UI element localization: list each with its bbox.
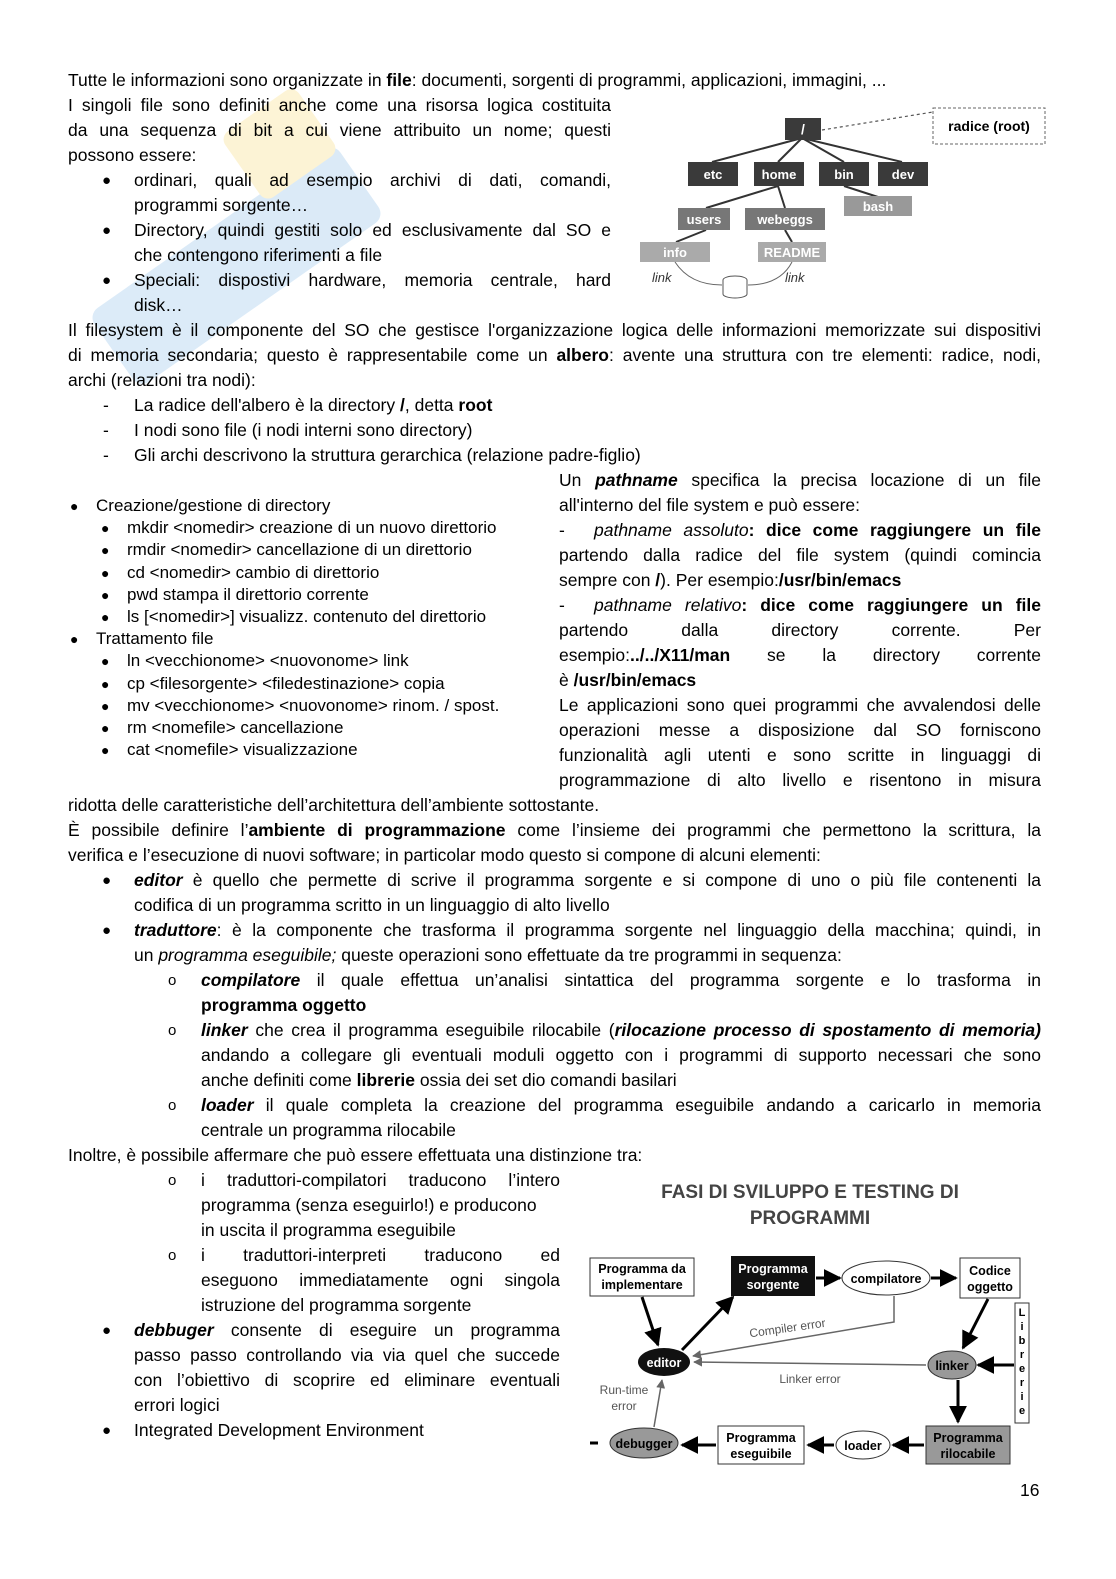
p3-line3: archi (relazioni tra nodi): bbox=[68, 370, 256, 390]
link-l1: linker che crea il programma eseguibile rilocabile (rilocazione processo di spostamento di memoria) bbox=[201, 1020, 1041, 1040]
app-l3: funzionalità agli utenti e sono scritte in linguaggi di bbox=[559, 745, 1041, 765]
path-rel-l3: esempio:../../X11/man se la directory corrente bbox=[559, 645, 1041, 665]
box-exe-l1: Programma bbox=[726, 1431, 796, 1445]
node-linker: linker bbox=[935, 1359, 969, 1373]
label-linker-error: Linker error bbox=[779, 1372, 841, 1386]
list1-item2-l1: Directory, quindi gestiti solo ed esclusivamente dal SO e bbox=[134, 220, 611, 240]
path-rel-l1: pathname relativo: dice come raggiungere un file bbox=[594, 595, 1041, 615]
tree-node-users: users bbox=[686, 212, 722, 227]
cmd-item: rmdir <nomedir> cancellazione di un direttorio bbox=[127, 540, 472, 560]
trad-l2: un programma eseguibile; queste operazioni sono effettuate da tre programmi in sequenza: bbox=[134, 945, 842, 965]
bullet: ● bbox=[102, 272, 112, 289]
deb-l4: errori logici bbox=[134, 1395, 220, 1415]
cmd-item: ls [<nomedir>] visualizz. contenuto del direttorio bbox=[127, 607, 487, 627]
tree-link-label: link bbox=[785, 270, 805, 285]
tree-node-dev: dev bbox=[891, 167, 915, 182]
circle-bullet: o bbox=[168, 1022, 177, 1039]
cmd-item: rm <nomefile> cancellazione bbox=[127, 718, 344, 738]
tree-node-etc: etc bbox=[703, 167, 723, 182]
amb-l2: verifica e l’esecuzione di nuovi software; in particolar modo questo si compone di alcuni elementi: bbox=[68, 845, 821, 865]
cmd-item: cp <filesorgente> <filedestinazione> copia bbox=[127, 673, 445, 693]
cmd-group-directory: ● Creazione/gestione di directory bbox=[70, 496, 331, 515]
bullet: ● bbox=[102, 172, 112, 189]
cmd-item: mkdir <nomedir> creazione di un nuovo direttorio bbox=[127, 518, 497, 538]
dash-marker: - bbox=[559, 595, 565, 615]
path-rel-l4: è /usr/bin/emacs bbox=[559, 670, 697, 690]
trad-l1: traduttore: è la componente che trasforma il programma sorgente nel linguaggio della macchina; quindi, in bbox=[134, 920, 1041, 940]
list1-item1-l1: ordinari, quali ad esempio archivi di dati, comandi, bbox=[134, 170, 611, 190]
path-l2: all'interno del file system e può essere: bbox=[559, 495, 860, 515]
box-prog-src-l2: sorgente bbox=[746, 1278, 800, 1292]
svg-text:b: b bbox=[1018, 1335, 1026, 1347]
dash-item2: I nodi sono file (i nodi interni sono directory) bbox=[134, 420, 473, 440]
inoltre-line: Inoltre, è possibile affermare che può essere effettuata una distinzione tra: bbox=[68, 1145, 643, 1165]
development-phases-diagram bbox=[578, 1170, 1043, 1480]
node-loader: loader bbox=[844, 1439, 882, 1453]
path-l1: Un pathname specifica la precisa locazione di un file bbox=[559, 470, 1041, 490]
comp-l1: compilatore il quale effettua un’analisi sintattica del programma sorgente e lo trasforma in bbox=[201, 970, 1041, 990]
list1-item2-l2: che contengono riferimenti a file bbox=[134, 245, 383, 265]
box-prog-src-l1: Programma bbox=[738, 1262, 808, 1276]
commands-figure: ● Creazione/gestione di directory ● mkdir <nomedir> creazione di un nuovo direttorio ● rmdir <nomedir> cancellazione di un direttorio ● cd <nomedir> cambio di direttorio ● pwd stampa il direttorio corrente ● ls [<nomedir>] visualizz. contenuto del direttorio ● Trattamento file ● ln <vecchionome> <nuovonome> link ● cp <filesorgente> <filedestinazione> copia ● mv <vecchionome> <nuovonome> rinom. / spost. ● rm <nomefile> cancellazione ● cat <nomefile> visualizzazione bbox=[68, 495, 543, 761]
tree-node-home: home bbox=[761, 167, 797, 182]
dash-marker: - bbox=[103, 395, 109, 415]
dash-item1: La radice dell'albero è la directory /, detta root bbox=[134, 395, 493, 415]
ti-l1: i traduttori-interpreti traducono ed bbox=[201, 1245, 560, 1265]
box-prog-impl-l1: Programma da bbox=[598, 1262, 686, 1276]
node-debugger: debugger bbox=[615, 1437, 673, 1451]
box-ril-l1: Programma bbox=[933, 1431, 1003, 1445]
ide-line: Integrated Development Environment bbox=[134, 1420, 424, 1440]
p2-line2: da una sequenza di bit a cui viene attribuito un nome; questi bbox=[68, 120, 611, 140]
path-abs-l2: partendo dalla radice del file system (quindi comincia bbox=[559, 545, 1041, 565]
ti-l2: eseguono immediatamente ogni singola bbox=[201, 1270, 560, 1290]
dash-item3: Gli archi descrivono la struttura gerarchica (relazione padre-figlio) bbox=[134, 445, 641, 465]
flow-title-line2: PROGRAMMI bbox=[749, 1208, 871, 1229]
cmd-item: ln <vecchionome> <nuovonome> link bbox=[127, 651, 409, 671]
filesystem-tree-diagram bbox=[630, 100, 1050, 305]
app-l2: operazioni messe a disposizione dal SO forniscono bbox=[559, 720, 1041, 740]
bullet: ● bbox=[102, 1422, 112, 1439]
app-l1: Le applicazioni sono quei programmi che avvalendosi delle bbox=[559, 695, 1041, 715]
app-l5: ridotta delle caratteristiche dell’architettura dell’ambiente sottostante. bbox=[68, 795, 600, 815]
label-compiler-error: Compiler error bbox=[748, 1315, 827, 1341]
cmd-item: mv <vecchionome> <nuovonome> rinom. / spost. bbox=[127, 695, 500, 715]
editor-l1: editor è quello che permette di scrive il programma sorgente e si compone di uno o più file contenenti la bbox=[134, 870, 1041, 890]
p3-line2: di memoria secondaria; questo è rappresentabile come un albero: avente una struttura con tre elementi: radice, nodi, bbox=[68, 345, 1042, 365]
svg-text:e: e bbox=[1018, 1363, 1026, 1375]
cmd-item: pwd stampa il direttorio corrente bbox=[127, 584, 369, 604]
tree-node-webeggs: webeggs bbox=[757, 212, 813, 227]
p2-line3: possono essere: bbox=[68, 145, 197, 165]
path-rel-l2: partendo dalla directory corrente. Per bbox=[559, 620, 1041, 640]
tc-l1: i traduttori-compilatori traducono l’intero bbox=[201, 1170, 560, 1190]
p3-line1: Il filesystem è il componente del SO che gestisce l'organizzazione logica delle informazioni memorizzate sui dispositivi bbox=[68, 320, 1041, 340]
svg-text:e: e bbox=[1018, 1405, 1026, 1417]
deb-l3: con l’obiettivo di scoprire ed eliminare eventuali bbox=[134, 1370, 560, 1390]
svg-text:r: r bbox=[1019, 1377, 1025, 1389]
bullet: ● bbox=[102, 872, 112, 889]
node-compilatore: compilatore bbox=[850, 1272, 922, 1286]
deb-l2: passo passo controllando via via quel che succede bbox=[134, 1345, 560, 1365]
circle-bullet: o bbox=[168, 1172, 177, 1189]
box-ril-l2: rilocabile bbox=[940, 1447, 996, 1461]
flow-title-line1: FASI DI SVILUPPO E TESTING DI bbox=[661, 1182, 959, 1203]
ti-l3: istruzione del programma sorgente bbox=[201, 1295, 472, 1315]
svg-text:L: L bbox=[1018, 1307, 1026, 1319]
box-codice-l2: oggetto bbox=[967, 1280, 1013, 1294]
cmd-group-file: ● Trattamento file bbox=[70, 629, 214, 649]
dash-marker: - bbox=[103, 420, 109, 440]
bullet: ● bbox=[102, 1322, 112, 1339]
link-l2: andando a collegare gli eventuali moduli oggetto con i programmi di supporto necessari che sono bbox=[201, 1045, 1041, 1065]
tc-l3: in uscita il programma eseguibile bbox=[201, 1220, 456, 1240]
box-exe-l2: eseguibile bbox=[730, 1447, 792, 1461]
load-l2: centrale un programma rilocabile bbox=[201, 1120, 456, 1140]
circle-bullet: o bbox=[168, 1247, 177, 1264]
page-number: 16 bbox=[1020, 1480, 1040, 1500]
cmd-item: cd <nomedir> cambio di direttorio bbox=[127, 562, 380, 582]
editor-l2: codifica di un programma scritto in un linguaggio di alto livello bbox=[134, 895, 610, 915]
tree-node-bin: bin bbox=[834, 167, 854, 182]
p2-line1: I singoli file sono definiti anche come una risorsa logica costituita bbox=[68, 95, 611, 115]
svg-text:r: r bbox=[1019, 1349, 1025, 1361]
node-editor: editor bbox=[646, 1356, 682, 1370]
list1-item1-l2: programmi sorgente… bbox=[134, 195, 309, 215]
box-prog-impl-l2: implementare bbox=[601, 1278, 683, 1292]
list1-item3-l1: Speciali: dispostivi hardware, memoria centrale, hard bbox=[134, 270, 611, 290]
label-runtime-l1: Run-time bbox=[599, 1383, 649, 1397]
circle-bullet: o bbox=[168, 1097, 177, 1114]
tree-link-label: link bbox=[652, 270, 672, 285]
tree-root-label: radice (root) bbox=[948, 118, 1030, 134]
path-abs-l1: pathname assoluto: dice come raggiungere un file bbox=[594, 520, 1041, 540]
deb-l1: debbuger consente di eseguire un programma bbox=[134, 1320, 560, 1340]
box-codice-l1: Codice bbox=[969, 1264, 1011, 1278]
dash-marker: - bbox=[103, 445, 109, 465]
circle-bullet: o bbox=[168, 972, 177, 989]
svg-text:i: i bbox=[1020, 1321, 1024, 1333]
load-l1: loader il quale completa la creazione del programma eseguibile andando a caricarlo in memoria bbox=[201, 1095, 1041, 1115]
path-abs-l3: sempre con /). Per esempio:/usr/bin/emacs bbox=[559, 570, 902, 590]
tc-l2: programma (senza eseguirlo!) e producono bbox=[201, 1195, 537, 1215]
comp-l2: programma oggetto bbox=[201, 995, 367, 1015]
tree-node-root: / bbox=[801, 121, 805, 137]
amb-l1: È possibile definire l’ambiente di programmazione come l’insieme dei programmi che permettono la scrittura, la bbox=[68, 820, 1041, 840]
intro-line: Tutte le informazioni sono organizzate in file: documenti, sorgenti di programmi, applicazioni, immagini, ... bbox=[68, 70, 887, 90]
bullet: ● bbox=[102, 222, 112, 239]
list1-item3-l2: disk… bbox=[134, 295, 183, 315]
bullet: ● bbox=[102, 922, 112, 939]
app-l4: programmazione di alto livello e risentono in misura bbox=[559, 770, 1041, 790]
svg-text:i: i bbox=[1020, 1391, 1024, 1403]
cmd-item: cat <nomefile> visualizzazione bbox=[127, 740, 358, 760]
tree-node-bash: bash bbox=[862, 199, 894, 214]
link-l3: anche definiti come librerie ossia dei set dio comandi basilari bbox=[201, 1070, 677, 1090]
tree-node-info: info bbox=[663, 245, 687, 260]
label-runtime-l2: error bbox=[611, 1399, 637, 1413]
dash-marker: - bbox=[559, 520, 565, 540]
tree-node-readme: README bbox=[763, 245, 821, 260]
